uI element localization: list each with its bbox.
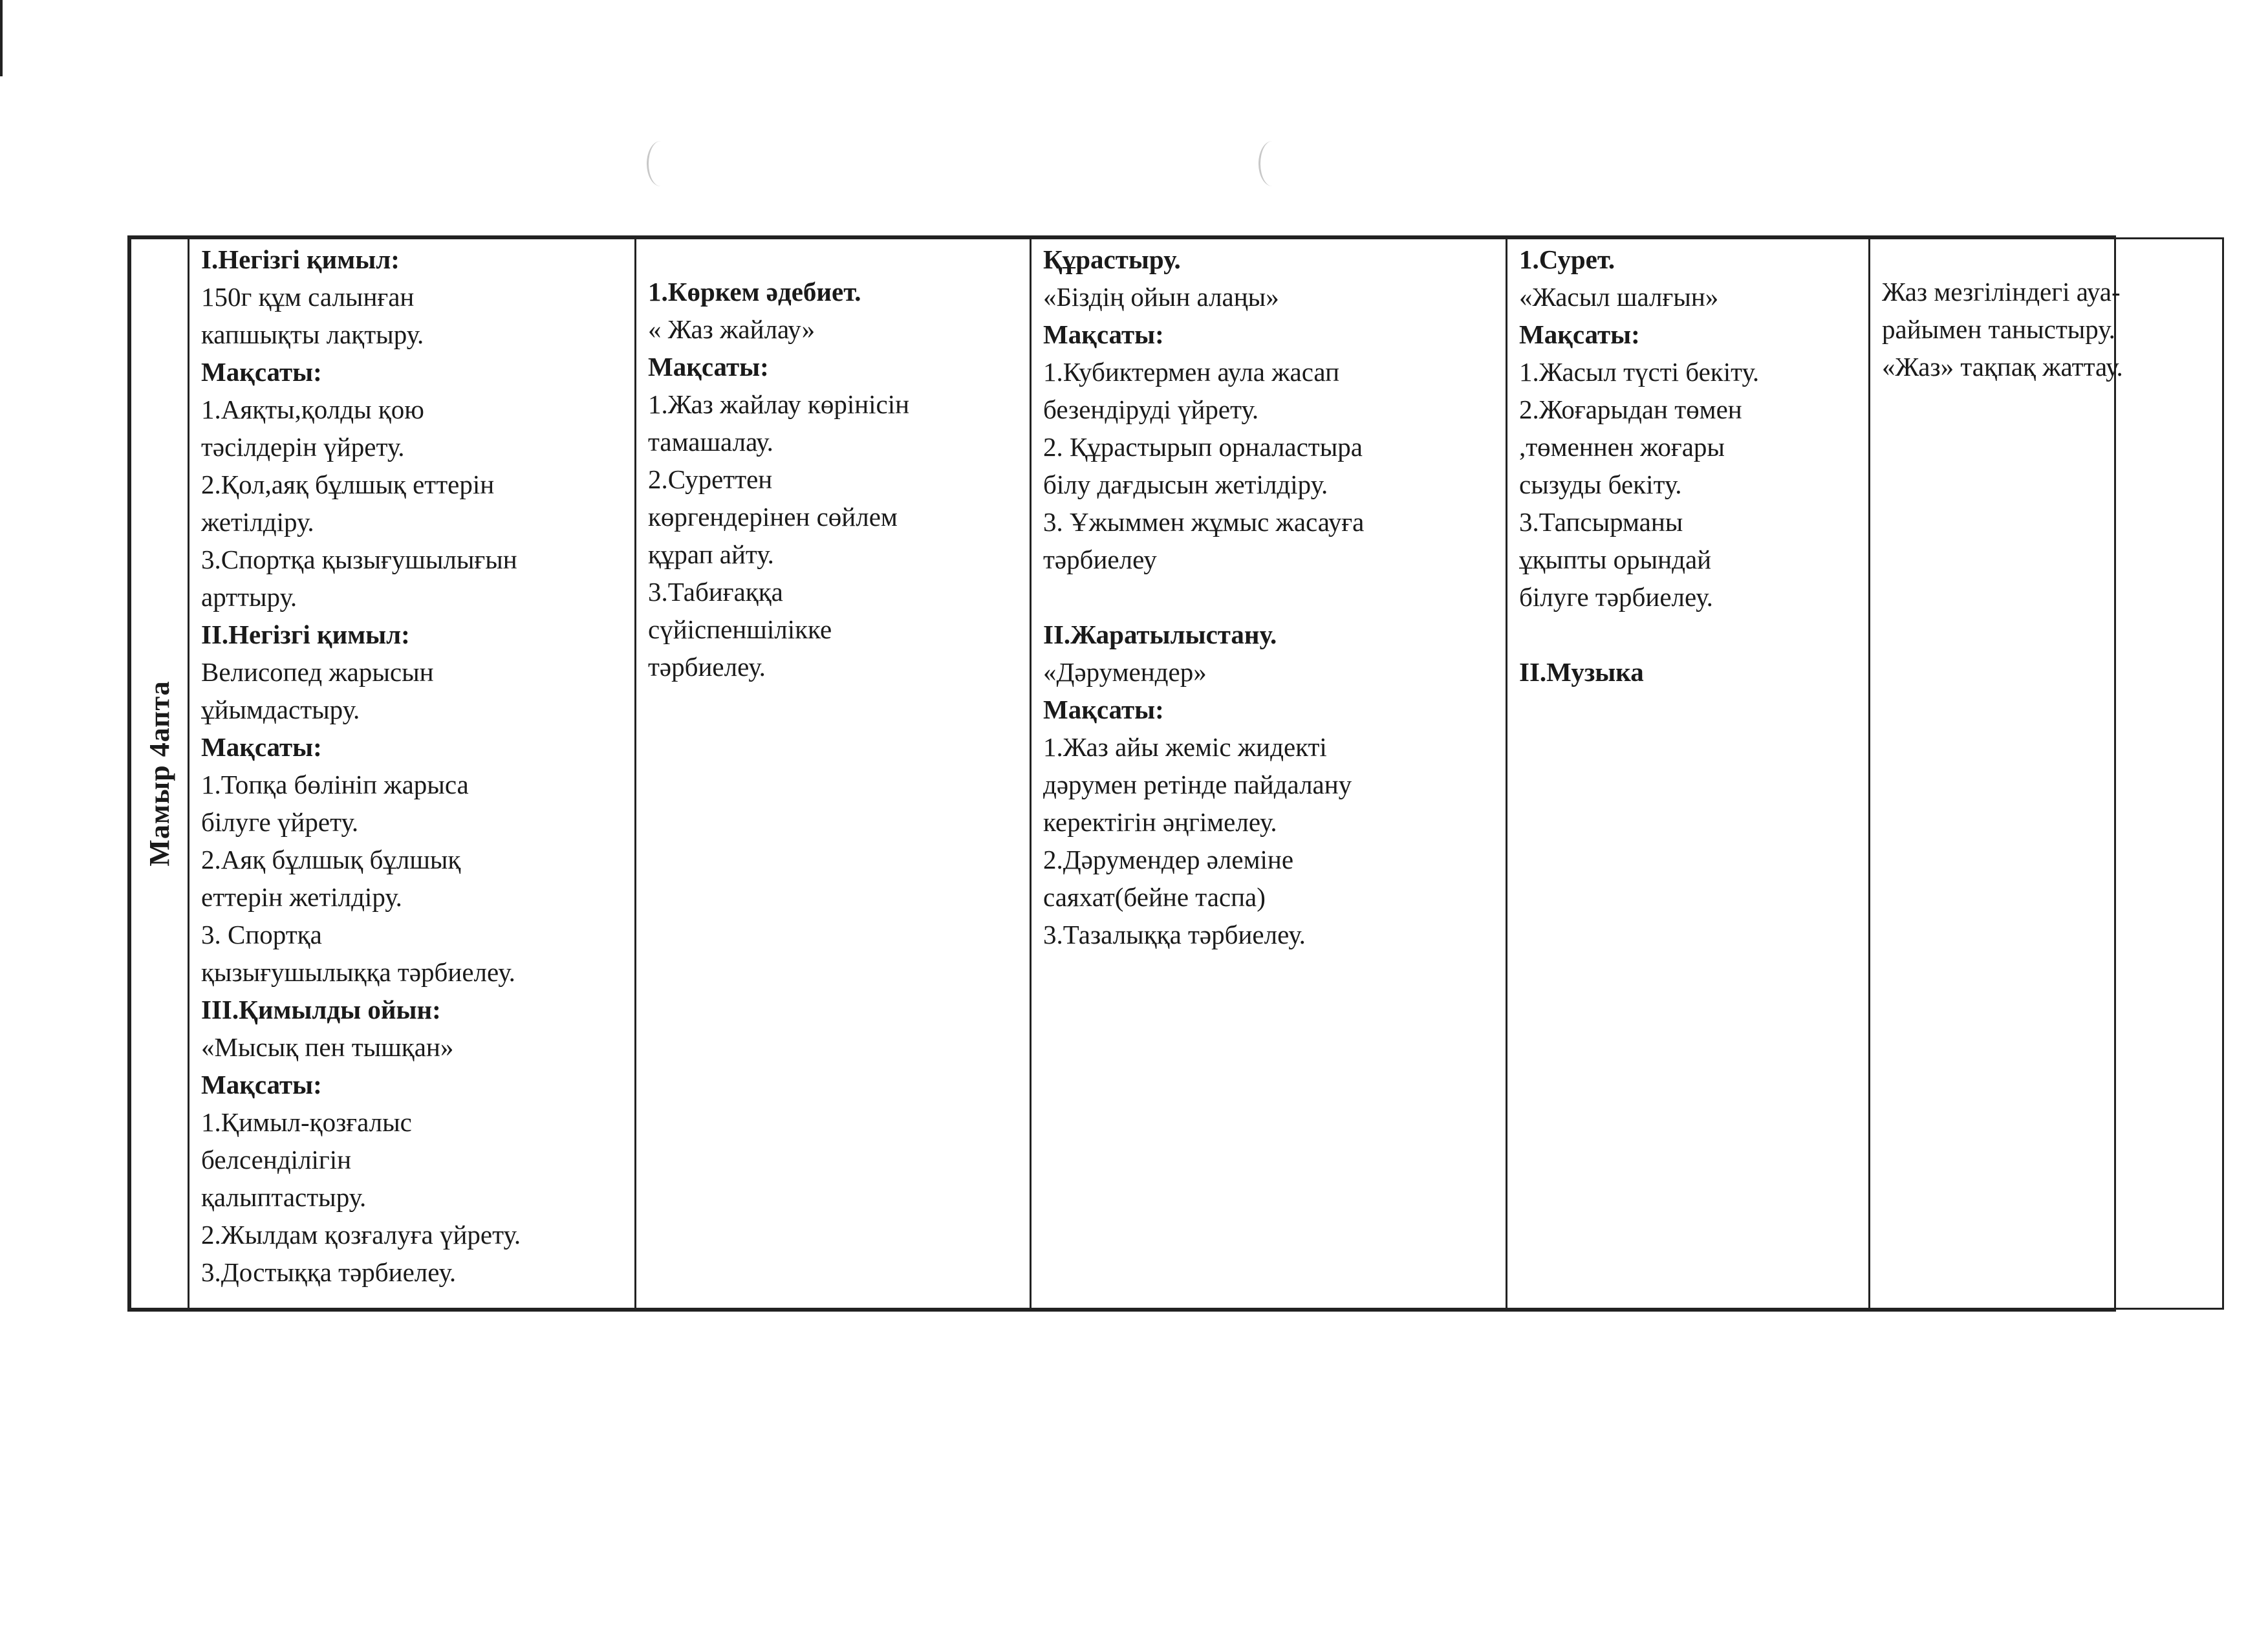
plan-table	[129, 237, 2224, 1310]
cell-drawing-music	[1507, 239, 1870, 1309]
cell-text-line: 2.Суреттен	[648, 464, 773, 494]
cell-text-line: 2.Жоғарыдан төмен	[1519, 395, 1742, 424]
cell-text-line: ұқыпты орындай	[1519, 545, 1712, 574]
cell-heading: Мақсаты:	[1043, 695, 1164, 724]
week-label: Мамыр 4апта	[143, 680, 175, 867]
cell-text-line: арттыру.	[201, 582, 297, 612]
cell-text-line: құрап айту.	[648, 539, 774, 569]
cell-lines	[1043, 241, 1494, 953]
cell-text-line: керектігін әңгімелеу.	[1043, 807, 1277, 837]
cell-text-line: 2.Қол,аяқ бұлшық еттерін	[201, 470, 495, 499]
cell-heading: ІІ.Жаратылыстану.	[1043, 620, 1277, 649]
table-row	[131, 239, 2223, 1309]
cell-text-line: 2.Дәрумендер әлеміне	[1043, 845, 1294, 874]
cell-text-line: көргендерінен сөйлем	[648, 502, 898, 532]
cell-text-line: « Жаз жайлау»	[648, 314, 815, 344]
cell-text-line: 1.Қимыл-қозғалыс	[201, 1107, 412, 1137]
cell-text-line: 1.Топқа бөлініп жарыса	[201, 770, 469, 799]
scan-mark-left	[647, 141, 675, 186]
cell-text-line: 3.Тапсырманы	[1519, 507, 1683, 537]
cell-text-line: ,төменнен жоғары	[1519, 432, 1725, 462]
cell-heading: 1.Сурет.	[1519, 244, 1615, 274]
cell-text-line: тамашалау.	[648, 427, 773, 457]
cell-heading: Құрастыру.	[1043, 244, 1181, 274]
cell-text-line: саяхат(бейне таспа)	[1043, 882, 1266, 912]
cell-text-line: 3. Ұжыммен жұмыс жасауға	[1043, 507, 1365, 537]
cell-text-line: қызығушылыққа тәрбиелеу.	[201, 957, 515, 987]
cell-literature	[636, 239, 1031, 1309]
cell-text-line: тәсілдерін үйрету.	[201, 432, 405, 462]
cell-text-line: сүйіспеншілікке	[648, 614, 832, 644]
cell-text-line: «Дәрумендер»	[1043, 657, 1207, 687]
cell-lines	[1882, 273, 2210, 385]
cell-text-line: еттерін жетілдіру.	[201, 882, 402, 912]
cell-text-line: 1.Жаз жайлау көрінісін	[648, 389, 910, 419]
cell-text-line: 2. Құрастырып орналастыра	[1043, 432, 1363, 462]
cell-physical-education	[189, 239, 636, 1309]
cell-text-line: «Мысық пен тышқан»	[201, 1032, 454, 1062]
cell-text-line: дәрумен ретінде пайдалану	[1043, 770, 1352, 799]
cell-text-line: капшықты лақтыру.	[201, 319, 424, 349]
cell-text-line: 1.Жаз айы жеміс жидекті	[1043, 732, 1327, 762]
scan-mark-right	[1258, 141, 1286, 186]
cell-text-line: білу дағдысын жетілдіру.	[1043, 470, 1328, 499]
cell-text-line: райымен таныстыру.	[1882, 314, 2115, 344]
cell-heading: ІІІ.Қимылды ойын:	[201, 995, 441, 1024]
cell-text-line: 1.Кубиктермен аула жасап	[1043, 357, 1340, 387]
cell-text-line: безендіруді үйрету.	[1043, 395, 1259, 424]
cell-text-line: 1.Аяқты,қолды қою	[201, 395, 424, 424]
blank-line	[1519, 616, 1857, 653]
cell-text-line: 150г құм салынған	[201, 282, 415, 312]
cell-text-line: 3.Достыққа тәрбиелеу.	[201, 1257, 457, 1287]
cell-text-line: Жаз мезгіліндегі ауа-	[1882, 277, 2121, 307]
cell-text-line: 3. Спортқа	[201, 920, 322, 949]
cell-text-line: білуге үйрету.	[201, 807, 359, 837]
cell-text-line: «Біздің ойын алаңы»	[1043, 282, 1279, 312]
cell-heading: ІІ.Негізгі қимыл:	[201, 620, 410, 649]
cell-heading: Мақсаты:	[201, 1070, 322, 1099]
cell-heading: Мақсаты:	[1043, 319, 1164, 349]
cell-text-line: 2.Аяқ бұлшық бұлшық	[201, 845, 461, 874]
cell-text-line: «Жасыл шалғын»	[1519, 282, 1719, 312]
cell-lines	[1519, 241, 1857, 691]
week-cell	[131, 239, 189, 1309]
scan-edge	[0, 0, 3, 76]
cell-heading: Мақсаты:	[1519, 319, 1640, 349]
plan-table-frame	[127, 235, 2123, 1312]
cell-construction-nature	[1031, 239, 1507, 1309]
cell-text-line: білуге тәрбиелеу.	[1519, 582, 1713, 612]
cell-heading: Мақсаты:	[648, 352, 769, 382]
cell-text-line: жетілдіру.	[201, 507, 314, 537]
cell-heading: 1.Көркем әдебиет.	[648, 277, 861, 307]
cell-lines	[648, 273, 1018, 686]
cell-text-line: ұйымдастыру.	[201, 695, 360, 724]
cell-heading: І.Негізгі қимыл:	[201, 244, 400, 274]
cell-text-line: 3.Спортқа қызығушылығын	[201, 545, 517, 574]
cell-lines	[201, 241, 623, 1291]
cell-text-line: Велисопед жарысын	[201, 657, 434, 687]
cell-text-line: «Жаз» тақпақ жаттау.	[1882, 352, 2123, 382]
cell-text-line: 1.Жасыл түсті бекіту.	[1519, 357, 1760, 387]
cell-text-line: белсенділігін	[201, 1145, 352, 1175]
blank-line	[1043, 578, 1494, 616]
cell-heading: ІІ.Музыка	[1519, 657, 1644, 687]
cell-heading: Мақсаты:	[201, 732, 322, 762]
cell-text-line: 3.Табиғаққа	[648, 577, 783, 607]
cell-text-line: қалыптастыру.	[201, 1182, 367, 1212]
cell-text-line: 3.Тазалыққа тәрбиелеу.	[1043, 920, 1306, 949]
cell-text-line: сызуды бекіту.	[1519, 470, 1682, 499]
cell-summer-intro	[1870, 239, 2223, 1309]
cell-text-line: 2.Жылдам қозғалуға үйрету.	[201, 1220, 521, 1250]
cell-text-line: тәрбиелеу	[1043, 545, 1157, 574]
cell-heading: Мақсаты:	[201, 357, 322, 387]
cell-text-line: тәрбиелеу.	[648, 652, 766, 682]
